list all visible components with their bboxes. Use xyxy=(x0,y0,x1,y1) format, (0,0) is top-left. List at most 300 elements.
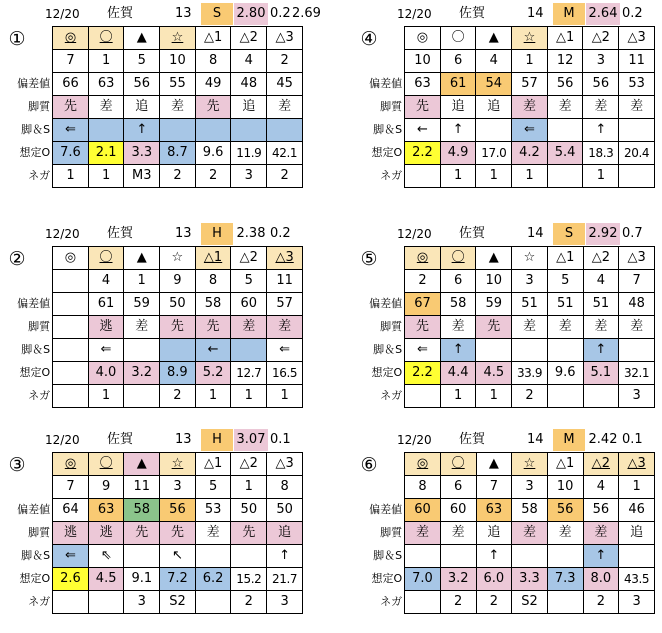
grid-cell: 51 xyxy=(583,293,619,316)
corner-cell xyxy=(3,453,53,476)
grid-cell: 先 xyxy=(195,96,231,119)
row-label xyxy=(355,270,405,293)
grid-cell: 1 xyxy=(512,165,548,188)
grid-cell: 9 xyxy=(88,476,124,499)
grid-cell: 6.2 xyxy=(195,568,231,591)
grid-cell: 3 xyxy=(160,476,196,499)
row-label: ネガ xyxy=(380,389,403,402)
grid-cell: 63 xyxy=(405,73,441,96)
race-v2 xyxy=(644,429,662,451)
grid-cell: 11 xyxy=(619,50,655,73)
grid-cell: 2 xyxy=(195,165,231,188)
mark-cell: △1 xyxy=(195,27,231,50)
grid-cell: ↑ xyxy=(440,119,476,142)
grid-cell xyxy=(53,339,88,362)
grid-cell: 2 xyxy=(476,591,512,614)
table-row xyxy=(3,499,303,522)
corner-cell xyxy=(355,27,405,50)
mark-cell: △1 xyxy=(547,453,583,476)
grid-cell: 6 xyxy=(440,50,476,73)
grid-cell: 8.0 xyxy=(583,568,619,591)
grid-cell xyxy=(619,165,655,188)
race-venue: 佐賀 xyxy=(459,6,486,21)
row-label: ネガ xyxy=(28,595,51,608)
table-row xyxy=(3,316,303,339)
race-runners: 14 xyxy=(527,432,544,447)
grid-cell xyxy=(195,545,231,568)
grid-cell xyxy=(231,545,267,568)
grid-cell xyxy=(160,339,196,362)
grid-cell: 50 xyxy=(267,499,303,522)
mark-cell: ◎ xyxy=(405,27,441,50)
grid-cell: 53 xyxy=(619,73,655,96)
grid-cell: ↑ xyxy=(583,119,619,142)
table-row xyxy=(3,522,303,545)
grid-cell: 20.4 xyxy=(619,142,655,165)
grid-cell: 先 xyxy=(160,316,196,339)
grid-cell: 差 xyxy=(195,522,231,545)
grid-cell: 56 xyxy=(160,499,196,522)
grid-cell: 58 xyxy=(512,499,548,522)
mark-cell: ▲ xyxy=(124,453,160,476)
grid-cell: 59 xyxy=(124,293,160,316)
grid-cell: M3 xyxy=(124,165,160,188)
grid-cell: 3.3 xyxy=(124,142,160,165)
table-row xyxy=(355,50,655,73)
grid-cell: 58 xyxy=(195,293,231,316)
mark-cell: 〇 xyxy=(88,27,124,50)
race-grid xyxy=(355,452,655,614)
grid-cell: 1 xyxy=(440,385,476,408)
race-v1: 0.1 xyxy=(622,432,643,447)
row-label: 想定O xyxy=(19,572,51,585)
table-row xyxy=(3,545,303,568)
grid-cell: 差 xyxy=(583,96,619,119)
grid-cell: 2 xyxy=(512,385,548,408)
grid-cell: 1 xyxy=(195,385,231,408)
mark-cell: △1 xyxy=(195,247,231,270)
mark-cell: ☆ xyxy=(512,247,548,270)
grid-cell: 4 xyxy=(88,270,124,293)
race-runners: 13 xyxy=(175,6,192,21)
grid-cell: S2 xyxy=(512,591,548,614)
grid-cell: 5 xyxy=(124,50,160,73)
row-label: 偏差値 xyxy=(369,77,403,90)
race-rating: 3.07 xyxy=(234,429,268,451)
grid-cell: 差 xyxy=(512,522,548,545)
corner-cell xyxy=(3,27,53,50)
grid-cell: 2 xyxy=(160,165,196,188)
grid-cell: 6.0 xyxy=(476,568,512,591)
race-number: ⑥ xyxy=(360,454,378,476)
grid-cell: 1 xyxy=(88,165,124,188)
race-date: 12/20 xyxy=(397,433,432,447)
grid-cell: 56 xyxy=(547,73,583,96)
table-row xyxy=(355,316,655,339)
grid-cell: 16.5 xyxy=(267,362,303,385)
grid-cell xyxy=(53,270,88,293)
table-row xyxy=(3,73,303,96)
grid-cell: 1 xyxy=(619,476,655,499)
race-runners: 14 xyxy=(527,6,544,21)
grid-cell xyxy=(440,545,476,568)
row-label xyxy=(3,270,53,293)
grid-cell: ⇐ xyxy=(405,339,441,362)
grid-cell: 12.7 xyxy=(231,362,267,385)
grid-cell xyxy=(547,591,583,614)
row-label: 脚質 xyxy=(380,320,403,333)
grid-cell: 差 xyxy=(160,96,196,119)
table-row xyxy=(3,568,303,591)
grid-cell: 1 xyxy=(440,165,476,188)
mark-cell: △2 xyxy=(583,247,619,270)
grid-cell: 10 xyxy=(405,50,441,73)
grid-cell: 5.4 xyxy=(547,142,583,165)
row-label xyxy=(3,50,53,73)
mark-cell: 〇 xyxy=(440,27,476,50)
marks-row xyxy=(3,453,303,476)
grid-cell: 11.9 xyxy=(231,142,267,165)
grid-cell: 2.2 xyxy=(405,142,441,165)
grid-cell: 8.7 xyxy=(160,142,196,165)
grid-cell xyxy=(231,339,267,362)
mark-cell: ◎ xyxy=(53,27,89,50)
mark-cell: △1 xyxy=(547,247,583,270)
grid-cell: 45 xyxy=(267,73,303,96)
corner-cell xyxy=(3,247,53,270)
row-label: ネガ xyxy=(380,169,403,182)
race-runners: 13 xyxy=(175,226,192,241)
grid-cell: 1 xyxy=(124,270,160,293)
row-label: 偏差値 xyxy=(17,503,51,516)
grid-cell: 1 xyxy=(231,385,267,408)
race-number: ⑤ xyxy=(360,248,378,270)
race-v1: 0.7 xyxy=(622,226,643,241)
grid-cell: 差 xyxy=(88,96,124,119)
grid-cell: 5 xyxy=(231,270,267,293)
grid-cell xyxy=(53,293,88,316)
grid-cell: 43.5 xyxy=(619,568,655,591)
grid-cell: 8 xyxy=(267,476,303,499)
race-venue: 佐賀 xyxy=(107,6,134,21)
table-row xyxy=(3,385,303,408)
mark-cell: △2 xyxy=(583,27,619,50)
grid-cell: 56 xyxy=(583,73,619,96)
row-label: 脚質 xyxy=(28,526,51,539)
race-date: 12/20 xyxy=(397,7,432,21)
grid-cell xyxy=(619,119,655,142)
grid-cell: 63 xyxy=(476,499,512,522)
race-header xyxy=(355,3,655,25)
race-v2 xyxy=(644,3,662,25)
grid-cell: 2 xyxy=(405,270,441,293)
grid-cell: 3 xyxy=(512,476,548,499)
grid-cell: 2 xyxy=(160,385,196,408)
grid-cell: 4.5 xyxy=(476,362,512,385)
grid-cell: 2 xyxy=(440,591,476,614)
grid-cell: ← xyxy=(405,119,441,142)
grid-cell: 差 xyxy=(440,522,476,545)
race-runners: 14 xyxy=(527,226,544,241)
grid-cell: ⇖ xyxy=(88,545,124,568)
row-label: 脚＆S xyxy=(373,123,403,136)
marks-row xyxy=(3,247,303,270)
grid-cell: 差 xyxy=(619,96,655,119)
mark-cell: ◎ xyxy=(405,453,441,476)
grid-cell: 4 xyxy=(583,476,619,499)
row-label: ネガ xyxy=(28,169,51,182)
grid-cell xyxy=(405,385,441,408)
grid-cell: 1 xyxy=(267,385,303,408)
grid-cell: 2 xyxy=(231,591,267,614)
grid-cell: 51 xyxy=(512,293,548,316)
table-row xyxy=(355,568,655,591)
grid-cell: 4.5 xyxy=(88,568,124,591)
table-row xyxy=(355,522,655,545)
race-header xyxy=(3,429,303,451)
grid-cell: 2.2 xyxy=(405,362,441,385)
grid-cell: 5.2 xyxy=(195,362,231,385)
race-cls: M xyxy=(553,3,585,25)
grid-cell: 1 xyxy=(231,476,267,499)
mark-cell: 〇 xyxy=(88,453,124,476)
grid-cell: 6 xyxy=(440,476,476,499)
grid-cell xyxy=(53,316,88,339)
mark-cell: ☆ xyxy=(160,27,196,50)
grid-cell: 差 xyxy=(440,316,476,339)
grid-cell: 7.2 xyxy=(160,568,196,591)
grid-cell xyxy=(547,119,583,142)
grid-cell: 46 xyxy=(619,499,655,522)
row-label xyxy=(355,50,405,73)
grid-cell: ↑ xyxy=(476,545,512,568)
grid-cell: 1 xyxy=(88,50,124,73)
table-row xyxy=(355,591,655,614)
mark-cell: △2 xyxy=(231,247,267,270)
table-row xyxy=(3,96,303,119)
grid-cell: 64 xyxy=(53,499,89,522)
mark-cell: ▲ xyxy=(476,453,512,476)
race-grid xyxy=(3,26,303,188)
mark-cell: ◎ xyxy=(53,247,88,270)
grid-cell xyxy=(88,591,124,614)
grid-cell: 差 xyxy=(267,316,303,339)
grid-cell: 9.1 xyxy=(124,568,160,591)
table-row xyxy=(355,270,655,293)
race-date: 12/20 xyxy=(45,227,80,241)
grid-cell: 4 xyxy=(476,50,512,73)
grid-cell: 差 xyxy=(512,316,548,339)
mark-cell: ▲ xyxy=(124,247,160,270)
table-row xyxy=(355,293,655,316)
grid-cell: 3 xyxy=(124,591,160,614)
grid-cell xyxy=(476,119,512,142)
mark-cell: ◎ xyxy=(405,247,441,270)
row-label: 脚＆S xyxy=(373,549,403,562)
grid-cell: 18.3 xyxy=(583,142,619,165)
grid-cell: 17.0 xyxy=(476,142,512,165)
grid-cell: 3.3 xyxy=(512,568,548,591)
table-row xyxy=(3,591,303,614)
row-label: 想定O xyxy=(19,366,51,379)
row-label: 偏差値 xyxy=(369,297,403,310)
grid-cell: 50 xyxy=(160,293,196,316)
grid-cell: 11 xyxy=(267,270,303,293)
race-grid xyxy=(3,246,303,408)
grid-cell xyxy=(547,339,583,362)
grid-cell xyxy=(53,362,88,385)
grid-cell xyxy=(195,119,231,142)
grid-cell: 先 xyxy=(124,522,160,545)
grid-cell: ⇐ xyxy=(512,119,548,142)
mark-cell: ◎ xyxy=(53,453,89,476)
race-cls: S xyxy=(553,223,585,245)
grid-cell: 57 xyxy=(267,293,303,316)
grid-cell: 2 xyxy=(583,591,619,614)
grid-cell: ⇐ xyxy=(88,339,124,362)
grid-cell xyxy=(53,385,88,408)
grid-cell: 差 xyxy=(619,316,655,339)
grid-cell: 58 xyxy=(440,293,476,316)
table-row xyxy=(355,385,655,408)
table-row xyxy=(355,499,655,522)
grid-cell xyxy=(124,385,160,408)
grid-cell: 3 xyxy=(512,270,548,293)
grid-cell: 54 xyxy=(476,73,512,96)
grid-cell: 5 xyxy=(547,270,583,293)
row-label xyxy=(3,476,53,499)
grid-cell: 先 xyxy=(231,522,267,545)
grid-cell xyxy=(512,339,548,362)
table-row xyxy=(355,339,655,362)
grid-cell: 8.9 xyxy=(160,362,196,385)
grid-cell xyxy=(405,591,441,614)
grid-cell: ↑ xyxy=(267,545,303,568)
grid-cell xyxy=(619,339,655,362)
grid-cell xyxy=(476,339,512,362)
table-row xyxy=(3,293,303,316)
mark-cell: ▲ xyxy=(476,27,512,50)
grid-cell: 60 xyxy=(440,499,476,522)
grid-cell: 追 xyxy=(267,522,303,545)
grid-cell: 逃 xyxy=(53,522,89,545)
mark-cell: △3 xyxy=(619,247,655,270)
grid-cell: 60 xyxy=(405,499,441,522)
table-row xyxy=(3,165,303,188)
grid-cell: 8 xyxy=(195,50,231,73)
race-grid xyxy=(355,246,655,408)
race-v1: 0.2 xyxy=(622,6,643,21)
table-row xyxy=(3,362,303,385)
row-label xyxy=(355,476,405,499)
grid-cell: 56 xyxy=(583,499,619,522)
race-v1: 0.1 xyxy=(270,432,291,447)
grid-cell: ↖ xyxy=(160,545,196,568)
grid-cell: 11 xyxy=(124,476,160,499)
grid-cell: 3 xyxy=(583,50,619,73)
race-venue: 佐賀 xyxy=(459,432,486,447)
grid-cell: ← xyxy=(195,339,231,362)
grid-cell: 48 xyxy=(619,293,655,316)
grid-cell: 3 xyxy=(619,385,655,408)
table-row xyxy=(3,119,303,142)
grid-cell: ⇐ xyxy=(53,119,89,142)
grid-cell: 追 xyxy=(476,96,512,119)
race-header xyxy=(355,223,655,245)
table-row xyxy=(3,50,303,73)
race-runners: 13 xyxy=(175,432,192,447)
row-label: 偏差値 xyxy=(369,503,403,516)
row-label: 脚質 xyxy=(380,100,403,113)
grid-cell: 7.6 xyxy=(53,142,89,165)
table-row xyxy=(3,476,303,499)
grid-cell: 8 xyxy=(405,476,441,499)
grid-cell xyxy=(88,119,124,142)
grid-cell: 56 xyxy=(547,499,583,522)
table-row xyxy=(3,270,303,293)
row-label: 脚質 xyxy=(28,320,51,333)
grid-cell: 先 xyxy=(405,316,441,339)
grid-cell: 21.7 xyxy=(267,568,303,591)
table-row xyxy=(355,545,655,568)
race-rating: 2.92 xyxy=(586,223,620,245)
grid-cell: 49 xyxy=(195,73,231,96)
grid-cell: 57 xyxy=(512,73,548,96)
table-row xyxy=(355,119,655,142)
grid-cell: 追 xyxy=(440,96,476,119)
corner-cell xyxy=(355,453,405,476)
race-v2 xyxy=(292,223,316,245)
marks-row xyxy=(3,27,303,50)
grid-cell: 60 xyxy=(231,293,267,316)
grid-cell: 先 xyxy=(476,316,512,339)
grid-cell: 3 xyxy=(231,165,267,188)
table-row xyxy=(355,362,655,385)
grid-cell: 差 xyxy=(405,522,441,545)
grid-cell: 67 xyxy=(405,293,441,316)
race-rating: 2.80 xyxy=(234,3,268,25)
grid-cell: 7.0 xyxy=(405,568,441,591)
race-grid xyxy=(3,452,303,614)
mark-cell: 〇 xyxy=(440,247,476,270)
grid-cell: 差 xyxy=(583,316,619,339)
race-cls: H xyxy=(201,223,233,245)
grid-cell: 61 xyxy=(440,73,476,96)
grid-cell: 55 xyxy=(160,73,196,96)
grid-cell: 3 xyxy=(267,591,303,614)
race-number: ② xyxy=(8,248,26,270)
grid-cell: 3.2 xyxy=(440,568,476,591)
row-label: 脚＆S xyxy=(21,123,51,136)
grid-cell xyxy=(405,545,441,568)
mark-cell: △1 xyxy=(547,27,583,50)
mark-cell: △1 xyxy=(195,453,231,476)
grid-cell xyxy=(405,165,441,188)
grid-cell xyxy=(160,119,196,142)
grid-cell: ↑ xyxy=(583,545,619,568)
race-date: 12/20 xyxy=(45,433,80,447)
grid-cell: 59 xyxy=(476,293,512,316)
mark-cell: △2 xyxy=(231,453,267,476)
grid-cell: 7 xyxy=(619,270,655,293)
grid-cell xyxy=(53,591,89,614)
grid-cell: 差 xyxy=(547,522,583,545)
race-venue: 佐賀 xyxy=(459,226,486,241)
grid-cell: 2 xyxy=(267,165,303,188)
grid-cell: 33.9 xyxy=(512,362,548,385)
grid-cell: 48 xyxy=(231,73,267,96)
row-label: 想定O xyxy=(371,146,403,159)
